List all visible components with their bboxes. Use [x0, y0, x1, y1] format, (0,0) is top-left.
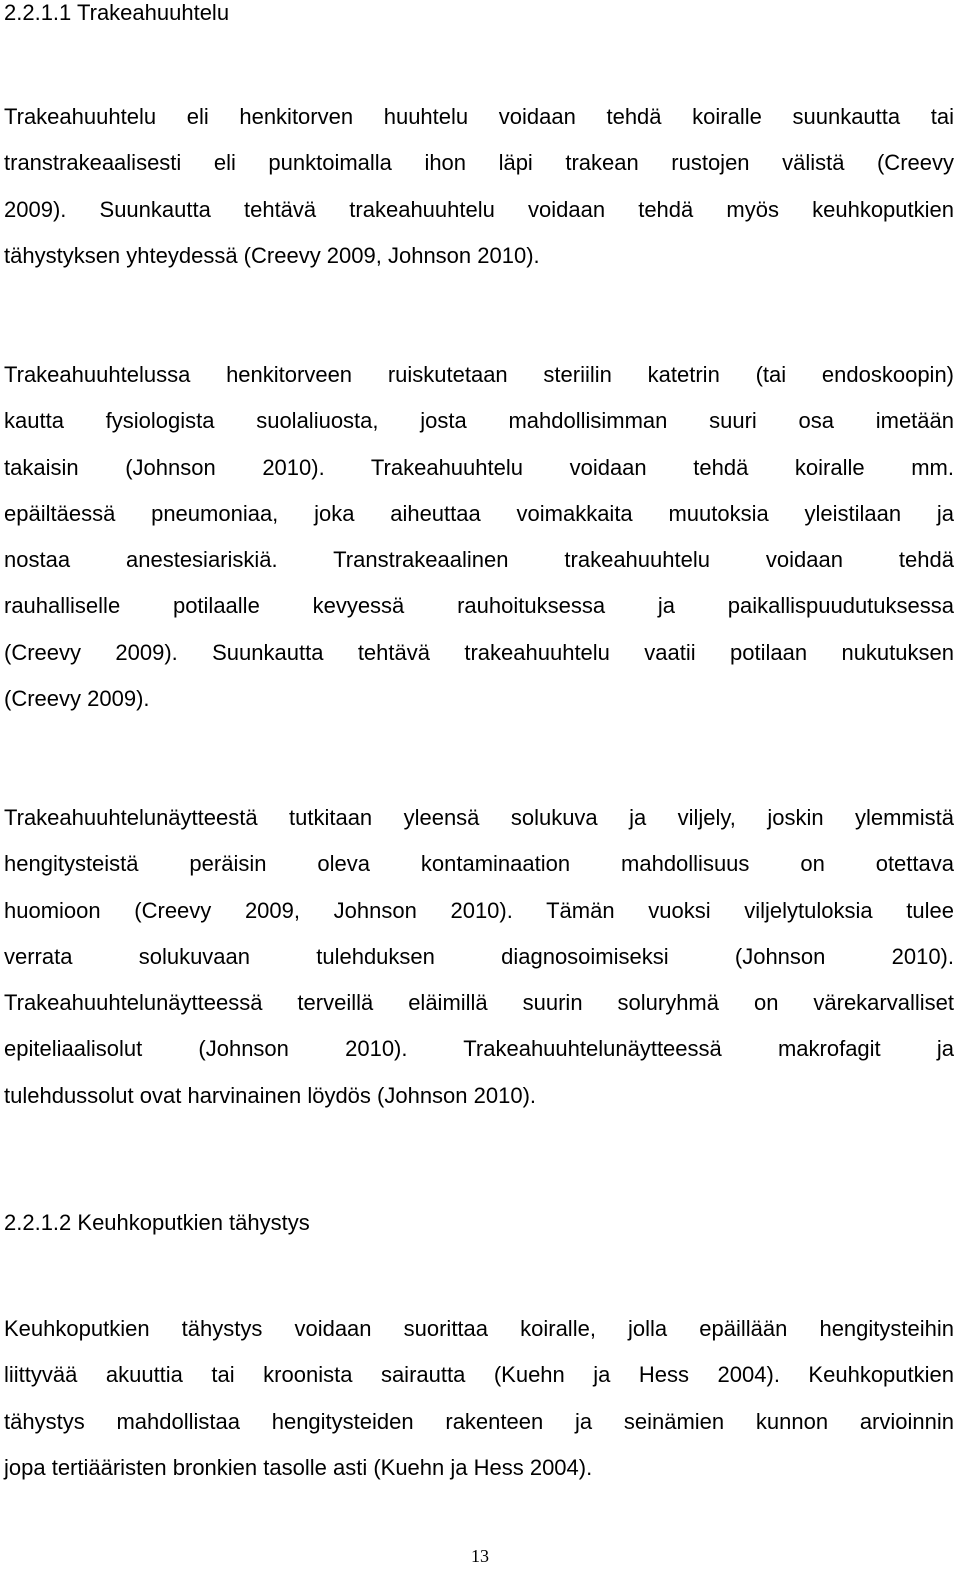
paragraph [4, 1306, 954, 1491]
text-line: 2009). Suunkautta tehtävä trakeahuuhtelu voidaan tehdä myös keuhkoputkien [4, 196, 954, 222]
text-line: tähystys mahdollistaa hengitysteiden rakenteen ja seinämien kunnon arvioinnin [4, 1408, 954, 1434]
text-line: (Creevy 2009). [4, 686, 150, 712]
text-line: kautta fysiologista suolaliuosta, josta mahdollisimman suuri osa imetään [4, 408, 954, 434]
text-line: Trakeahuuhtelunäytteessä terveillä eläimillä suurin soluryhmä on värekarvalliset [4, 990, 954, 1016]
text-line: hengitysteistä peräisin oleva kontaminaation mahdollisuus on otettava [4, 851, 954, 877]
paragraph [4, 352, 954, 722]
text-line: transtrakeaalisesti eli punktoimalla ihon läpi trakean rustojen välistä (Creevy [4, 150, 954, 176]
text-line: Trakeahuuhtelu eli henkitorven huuhtelu voidaan tehdä koiralle suunkautta tai [4, 104, 954, 129]
paragraph [4, 94, 954, 279]
text-line: Trakeahuuhtelunäytteestä tutkitaan yleensä solukuva ja viljely, joskin ylemmistä [4, 805, 954, 830]
text-line: epäiltäessä pneumoniaa, joka aiheuttaa voimakkaita muutoksia yleistilaan ja [4, 500, 954, 526]
text-line: tulehdussolut ovat harvinainen löydös (Johnson 2010). [4, 1082, 537, 1108]
text-line: huomioon (Creevy 2009, Johnson 2010). Tämän vuoksi viljelytuloksia tulee [4, 897, 954, 923]
text-line: tähystyksen yhteydessä (Creevy 2009, Johnson 2010). [4, 242, 540, 268]
text-line: nostaa anestesiariskiä. Transtrakeaalinen trakeahuuhtelu voidaan tehdä [4, 547, 954, 573]
page-number: 13 [471, 1546, 489, 1566]
text-line: rauhalliselle potilaalle kevyessä rauhoituksessa ja paikallispuudutuksessa [4, 593, 954, 619]
text-line: Trakeahuuhtelussa henkitorveen ruiskutetaan steriilin katetrin (tai endoskoopin) [4, 362, 954, 387]
text-line: epiteliaalisolut (Johnson 2010). Trakeahuuhtelunäytteessä makrofagit ja [4, 1036, 954, 1062]
section-heading-keuhkoputkien-tahystys: 2.2.1.2 Keuhkoputkien tähystys [4, 1210, 310, 1235]
text-line: jopa tertiääristen bronkien tasolle asti (Kuehn ja Hess 2004). [4, 1454, 593, 1480]
text-line: liittyvää akuuttia tai kroonista sairautta (Kuehn ja Hess 2004). Keuhkoputkien [4, 1362, 954, 1388]
paragraph [4, 795, 954, 1119]
text-line: (Creevy 2009). Suunkautta tehtävä trakeahuuhtelu vaatii potilaan nukutuksen [4, 639, 954, 665]
text-line: verrata solukuvaan tulehduksen diagnosoimiseksi (Johnson 2010). [4, 943, 954, 969]
section-heading-trakeahuuhtelu: 2.2.1.1 Trakeahuuhtelu [4, 0, 230, 25]
text-line: takaisin (Johnson 2010). Trakeahuuhtelu voidaan tehdä koiralle mm. [4, 454, 954, 480]
text-line: Keuhkoputkien tähystys voidaan suorittaa koiralle, jolla epäillään hengitysteihin [4, 1316, 954, 1341]
